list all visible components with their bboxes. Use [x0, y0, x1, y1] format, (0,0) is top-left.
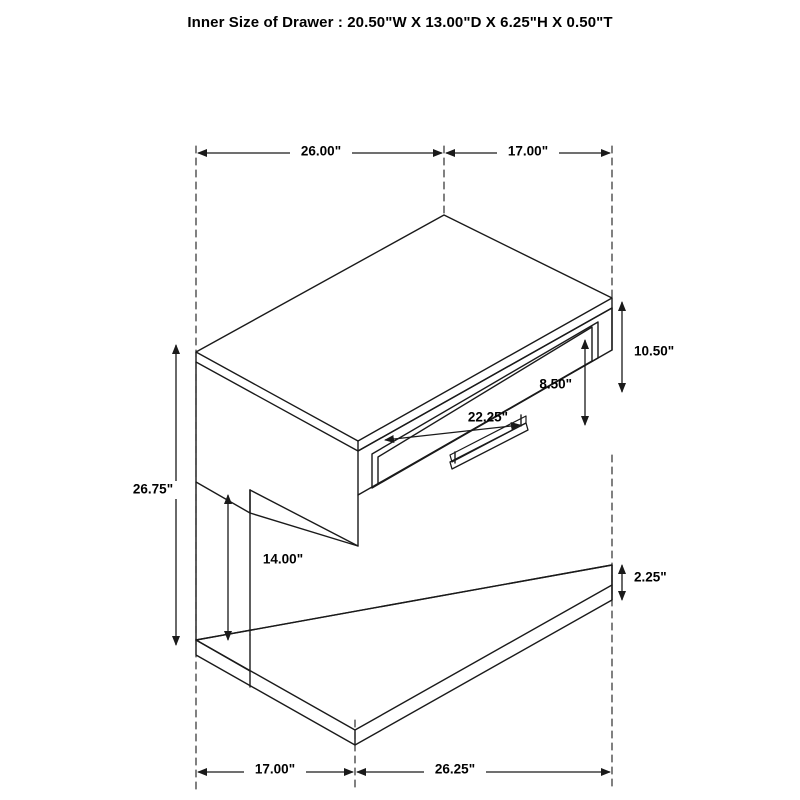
cabinet-geometry	[196, 215, 612, 745]
dim-label-drawer-side-height: 8.50"	[539, 376, 572, 392]
dim-label-base-left-depth: 17.00"	[254, 761, 296, 777]
dim-line-drawer-front-width	[385, 425, 520, 440]
dim-label-shelf-clearance: 14.00"	[262, 551, 304, 567]
dim-label-drawer-front-height: 10.50"	[634, 343, 675, 359]
dim-label-base-thickness: 2.25"	[634, 569, 667, 585]
dim-label-drawer-front-width: 22.25"	[467, 409, 508, 425]
dim-label-base-right-width: 26.25"	[434, 761, 476, 777]
dim-label-top-right-depth: 17.00"	[507, 143, 549, 159]
dim-label-top-left-width: 26.00"	[300, 143, 342, 159]
dimension-labels	[120, 140, 674, 777]
page-title: Inner Size of Drawer : 20.50"W X 13.00"D X 6.25"H X 0.50"T	[187, 14, 613, 31]
dim-label-overall-height: 26.75"	[132, 481, 174, 497]
